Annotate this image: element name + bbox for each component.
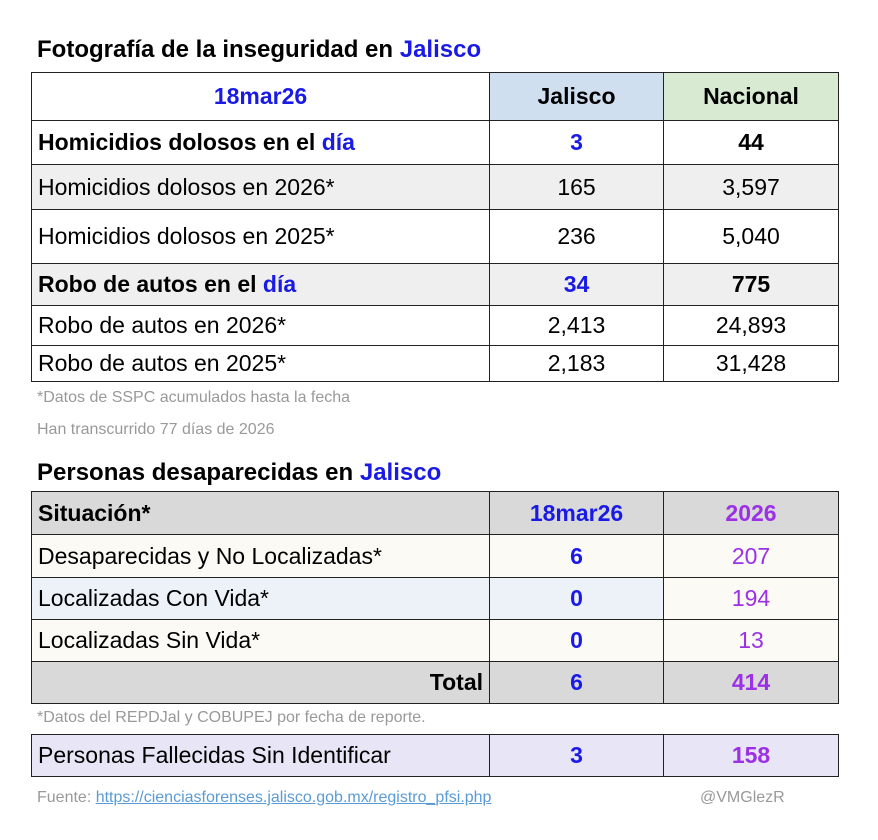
day-value: 6 xyxy=(490,535,664,578)
row-label: Desaparecidas y No Localizadas* xyxy=(32,535,490,578)
year-value: 13 xyxy=(664,620,839,662)
jalisco-value: 34 xyxy=(490,264,664,306)
pfsi-label: Personas Fallecidas Sin Identificar xyxy=(32,735,490,777)
table-row xyxy=(32,578,839,620)
day-value: 0 xyxy=(490,620,664,662)
section2-title-place: Jalisco xyxy=(359,459,442,486)
table-row xyxy=(32,306,839,346)
row-label: Robo de autos en el día xyxy=(32,264,490,306)
nacional-value: 31,428 xyxy=(664,346,839,382)
header-day: 18mar26 xyxy=(490,492,664,535)
total-year: 414 xyxy=(664,662,839,704)
jalisco-value: 2,413 xyxy=(490,306,664,346)
day-value: 0 xyxy=(490,578,664,620)
table-row xyxy=(32,165,839,210)
year-value: 207 xyxy=(664,535,839,578)
total-label: Total xyxy=(32,662,490,704)
row-label: Robo de autos en 2026* xyxy=(32,306,490,346)
section2-title: Personas desaparecidas en Jalisco xyxy=(37,459,442,486)
pfsi-row xyxy=(32,735,839,777)
header-year: 2026 xyxy=(664,492,839,535)
header-nacional: Nacional xyxy=(664,73,839,121)
total-day: 6 xyxy=(490,662,664,704)
row-label: Homicidios dolosos en el día xyxy=(32,121,490,165)
row-label: Robo de autos en 2025* xyxy=(32,346,490,382)
pfsi-year: 158 xyxy=(664,735,839,777)
header-date: 18mar26 xyxy=(32,73,490,121)
table-row xyxy=(32,346,839,382)
author-handle: @VMGlezR xyxy=(700,789,785,806)
table-row xyxy=(32,620,839,662)
repdjal-note: *Datos del REPDJal y COBUPEJ por fecha de reporte. xyxy=(37,709,426,726)
header-situacion: Situación* xyxy=(32,492,490,535)
sspc-note: *Datos de SSPC acumulados hasta la fecha xyxy=(37,389,351,406)
header-jalisco: Jalisco xyxy=(490,73,664,121)
pfsi-day: 3 xyxy=(490,735,664,777)
nacional-value: 775 xyxy=(664,264,839,306)
jalisco-value: 3 xyxy=(490,121,664,165)
row-label: Homicidios dolosos en 2025* xyxy=(32,210,490,264)
table-row xyxy=(32,121,839,165)
nacional-value: 44 xyxy=(664,121,839,165)
jalisco-value: 2,183 xyxy=(490,346,664,382)
row-label: Localizadas Con Vida* xyxy=(32,578,490,620)
nacional-value: 3,597 xyxy=(664,165,839,210)
pfsi-table xyxy=(31,734,839,777)
table-row xyxy=(32,264,839,306)
jalisco-value: 236 xyxy=(490,210,664,264)
jalisco-value: 165 xyxy=(490,165,664,210)
source-label: Fuente: xyxy=(37,789,96,806)
row-label: Homicidios dolosos en 2026* xyxy=(32,165,490,210)
section1-title-place: Jalisco xyxy=(399,36,482,63)
days-elapsed-note: Han transcurrido 77 días de 2026 xyxy=(37,421,275,438)
total-row xyxy=(32,662,839,704)
nacional-value: 24,893 xyxy=(664,306,839,346)
year-value: 194 xyxy=(664,578,839,620)
nacional-value: 5,040 xyxy=(664,210,839,264)
row-label: Localizadas Sin Vida* xyxy=(32,620,490,662)
source-line xyxy=(37,789,491,807)
table-row xyxy=(32,535,839,578)
table-header-row xyxy=(32,492,839,535)
section1-title: Fotografía de la inseguridad en Jalisco xyxy=(37,36,482,63)
missing-persons-table xyxy=(31,491,839,704)
source-link[interactable]: https://cienciasforenses.jalisco.gob.mx/registro_pfsi.php xyxy=(95,789,492,806)
table-header-row xyxy=(32,73,839,121)
table-row xyxy=(32,210,839,264)
insecurity-table xyxy=(31,72,839,382)
